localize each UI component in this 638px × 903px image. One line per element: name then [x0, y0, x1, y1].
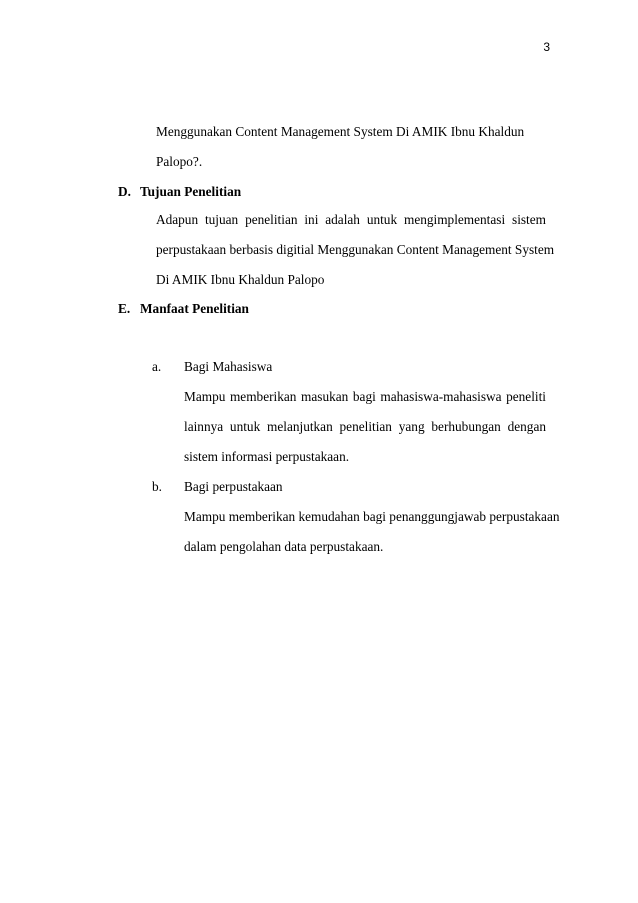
section-d-heading	[118, 184, 241, 200]
section-e-title: Manfaat Penelitian	[140, 301, 249, 316]
item-b-title: Bagi perpustakaan	[184, 479, 283, 494]
section-d-line-1: Adapun tujuan penelitian ini adalah untuk mengimplementasi sistem	[156, 212, 546, 227]
section-e-heading	[118, 301, 249, 317]
item-b-marker: b.	[152, 479, 162, 494]
section-d-marker: D.	[118, 184, 131, 199]
item-a-line-2: lainnya untuk melanjutkan penelitian yang berhubungan dengan	[184, 419, 546, 434]
section-e-marker: E.	[118, 301, 131, 316]
item-a-marker: a.	[152, 359, 162, 374]
intro-line-1: Menggunakan Content Management System Di AMIK Ibnu Khaldun	[156, 124, 525, 139]
item-a-line-1: Mampu memberikan masukan bagi mahasiswa-mahasiswa peneliti	[184, 389, 546, 404]
item-a-title: Bagi Mahasiswa	[184, 359, 273, 374]
item-a-line-3: sistem informasi perpustakaan.	[184, 449, 350, 464]
item-b-line-1: Mampu memberikan kemudahan bagi penanggungjawab perpustakaan	[184, 509, 560, 524]
intro-line-2: Palopo?.	[156, 154, 203, 169]
section-d-line-3: Di AMIK Ibnu Khaldun Palopo	[156, 272, 325, 287]
item-b-line-2: dalam pengolahan data perpustakaan.	[184, 539, 384, 554]
section-d-line-2: perpustakaan berbasis digitial Menggunakan Content Management System	[156, 242, 555, 257]
section-d-title: Tujuan Penelitian	[140, 184, 242, 199]
page-number: 3	[543, 40, 550, 54]
